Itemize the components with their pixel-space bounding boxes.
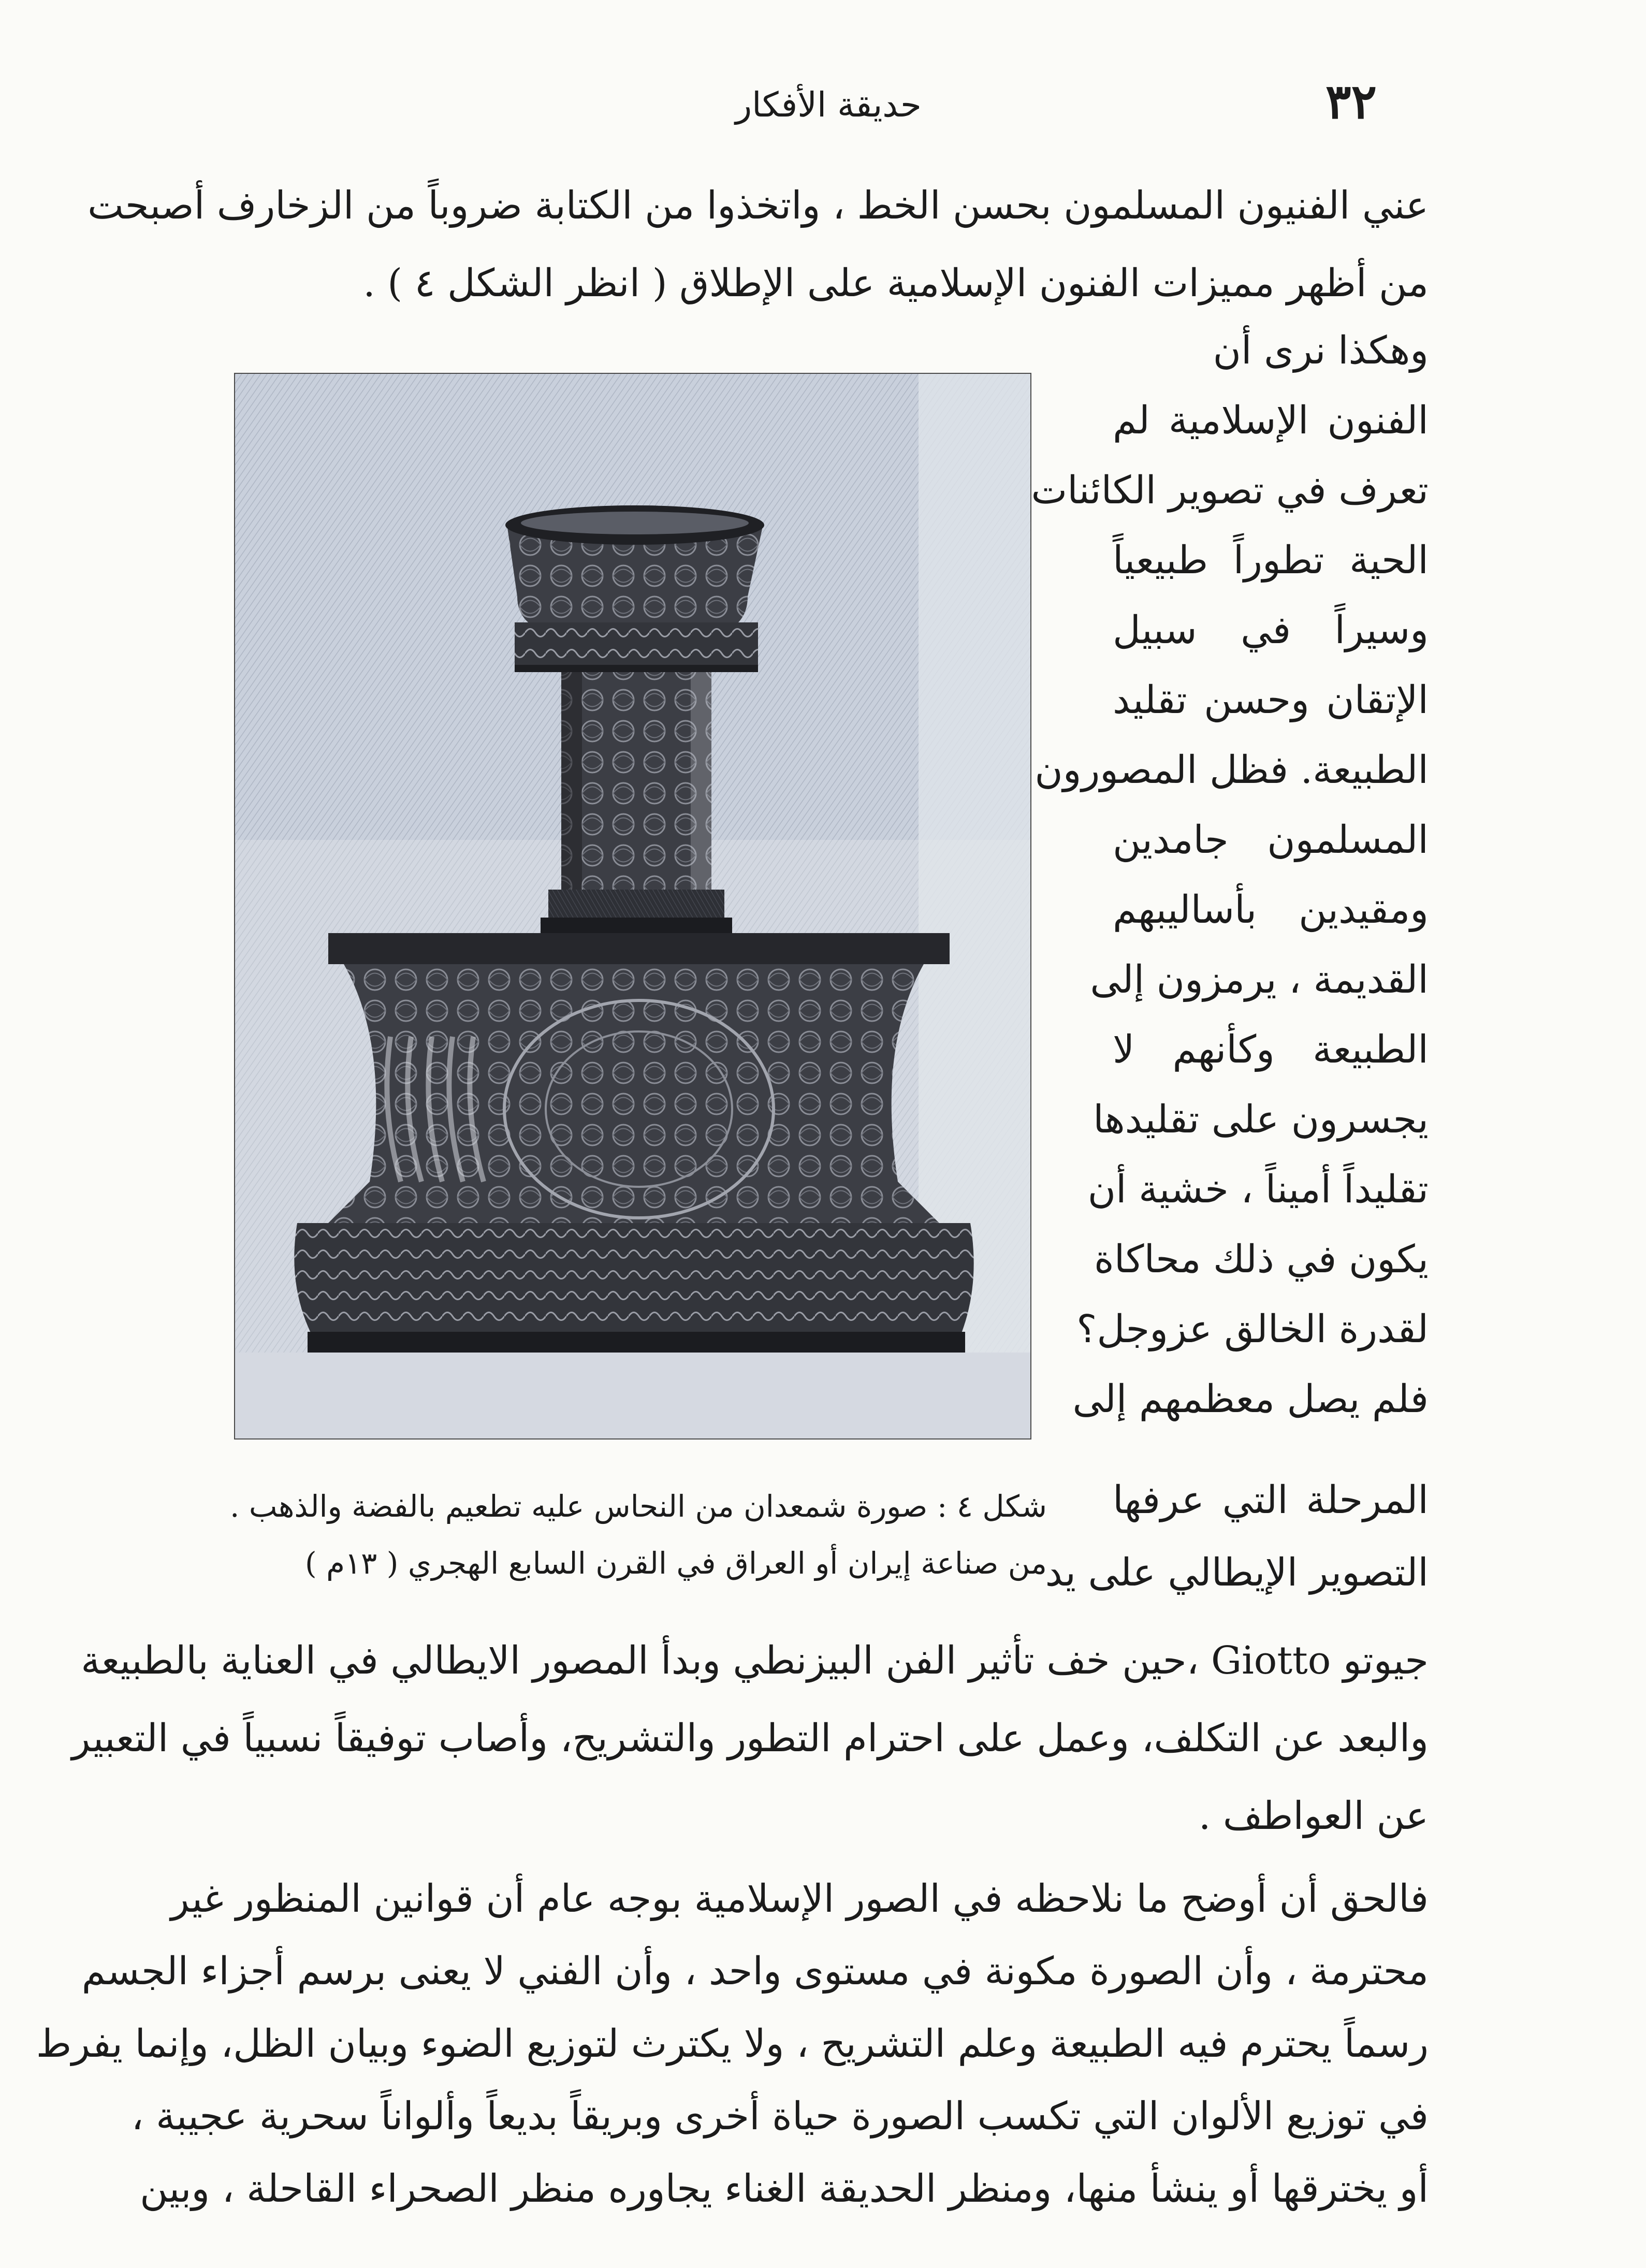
text-line: رسماً يحترم فيه الطبيعة وعلم التشريح ، ولا يكترث لتوزيع الضوء وبيان الظل، وإنما يفرط (36, 2022, 1429, 2066)
candlestick-photo (234, 373, 1031, 1440)
side-text-line: الطبيعة. فظل المصورون (1035, 748, 1429, 792)
side-text-line: فلم يصل معظمهم إلى (1072, 1377, 1429, 1421)
text-line: عن العواطف . (1198, 1794, 1429, 1838)
figure-caption: من صناعة إيران أو العراق في القرن السابع الهجري ( ١٣م ) (305, 1546, 1047, 1581)
side-text-line: يجسرون على تقليدها (1093, 1097, 1429, 1142)
text-line: عني الفنيون المسلمون بحسن الخط ، واتخذوا من الكتابة ضروباً من الزخارف أصبحت (88, 183, 1429, 228)
running-title: حديقة الأفكار (735, 85, 922, 125)
side-text-line: يكون في ذلك محاكاة (1094, 1237, 1429, 1282)
text-line: محترمة ، وأن الصورة مكونة في مستوى واحد ، وأن الفني لا يعنى برسم أجزاء الجسم (81, 1949, 1429, 1994)
side-text-line: المرحلة التي عرفها (1113, 1478, 1429, 1522)
side-text-line: وهكذا نرى أن (1213, 328, 1429, 373)
side-text-line: تعرف في تصوير الكائنات (1031, 468, 1429, 513)
text-line: والبعد عن التكلف، وعمل على احترام التطور والتشريح، وأصاب توفيقاً نسبياً في التعبير (71, 1716, 1429, 1761)
side-text-line: تقليداً أميناً ، خشية أن (1087, 1167, 1429, 1212)
text-line: من أظهر مميزات الفنون الإسلامية على الإطلاق ( انظر الشكل ٤ ) . (363, 261, 1429, 306)
side-text-line: لقدرة الخالق عزوجل؟ (1076, 1307, 1429, 1351)
page-number: ٣٢ (1325, 74, 1377, 129)
side-text-line: التصوير الإيطالي على يد (1045, 1550, 1429, 1595)
side-text-line: القديمة ، يرمزون إلى (1090, 957, 1429, 1002)
text-line: أو يخترقها أو ينشأ منها، ومنظر الحديقة الغناء يجاوره منظر الصحراء القاحلة ، وبين (140, 2167, 1429, 2211)
side-text-line: الفنون الإسلامية لم (1113, 398, 1429, 443)
side-text-line: الطبيعة وكأنهم لا (1113, 1027, 1429, 1072)
side-text-line: الحية تطوراً طبيعياً (1113, 538, 1429, 583)
side-text-line: ومقيدين بأساليبهم (1113, 888, 1429, 932)
side-text-line: المسلمون جامدين (1113, 818, 1429, 862)
figure-caption: شكل ٤ : صورة شمعدان من النحاس عليه تطعيم بالفضة والذهب . (230, 1489, 1047, 1524)
side-text-line: الإتقان وحسن تقليد (1113, 678, 1429, 722)
text-line: في توزيع الألوان التي تكسب الصورة حياة أخرى وبريقاً بديعاً وألواناً سحرية عجيبة ، (131, 2094, 1429, 2139)
text-line: جيوتو Giotto ،حين خف تأثير الفن البيزنطي وبدأ المصور الايطالي في العناية بالطبيعة (81, 1638, 1429, 1683)
text-line: فالحق أن أوضح ما نلاحظه في الصور الإسلامية بوجه عام أن قوانين المنظور غير (170, 1877, 1429, 1921)
side-text-line: وسيراً في سبيل (1113, 608, 1429, 652)
